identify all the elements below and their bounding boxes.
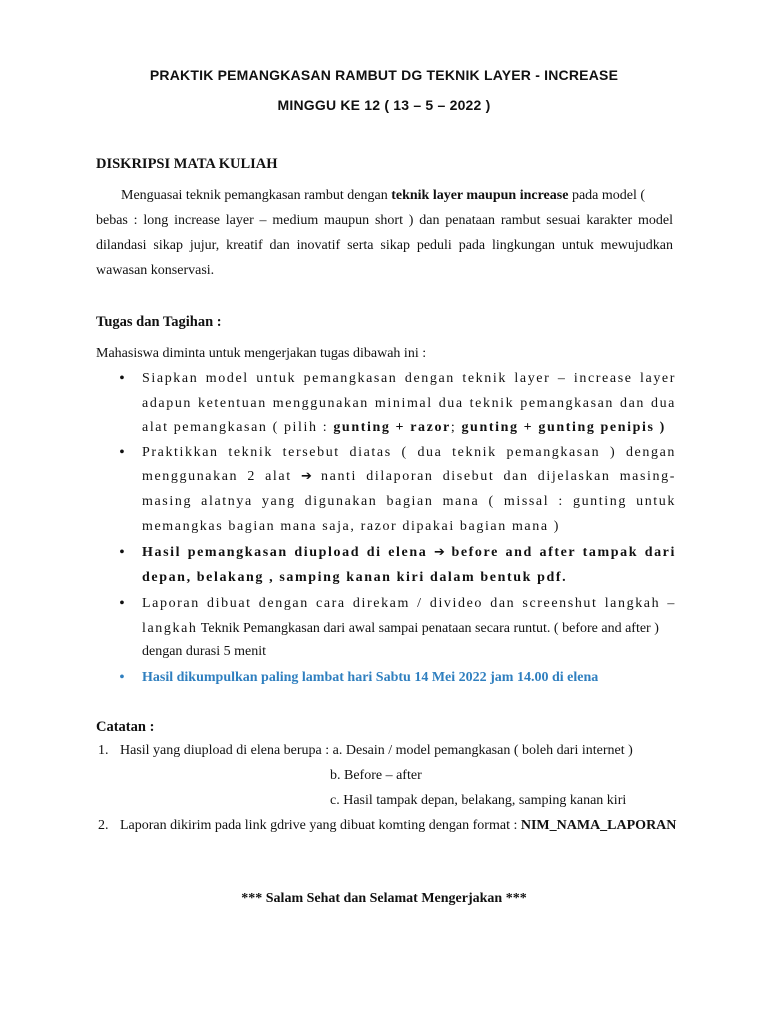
task-2-line-1: Praktikkan teknik tersebut diatas ( dua teknik pemangkasan ) dengan [142, 445, 676, 460]
bullet-icon: • [119, 545, 125, 560]
task-2-line-4: memangkas bagian mana saja, razor dipakai bagian mana ) [142, 519, 561, 534]
bullet-icon: • [119, 670, 125, 685]
arrow-right-icon: ➔ [300, 469, 312, 484]
description-text-end: pada model ( [568, 188, 646, 203]
note-2-description: Laporan dikirim pada link gdrive yang dibuat komting dengan format : [120, 818, 521, 833]
description-text: Menguasai teknik pemangkasan rambut dengan [121, 188, 392, 203]
task-3-line-2: depan, belakang , samping kanan kiri dalam bentuk pdf. [142, 570, 568, 585]
note-1-number: 1. [98, 743, 109, 758]
deadline-notice: Hasil dikumpulkan paling lambat hari Sabtu 14 Mei 2022 jam 14.00 di elena [142, 670, 599, 685]
task-2-text-end: nanti dilaporan disebut dan dijelaskan masing- [311, 469, 676, 484]
task-1-line-2: adapun ketentuan menggunakan minimal dua teknik pemangkasan dan dua [142, 396, 676, 411]
description-emphasis: teknik layer maupun increase [391, 188, 569, 203]
task-4-text-spaced: langkah [142, 621, 198, 636]
note-2-format: NIM_NAMA_LAPORAN [520, 818, 677, 833]
task-4-line-2 [142, 621, 659, 637]
bullet-icon: • [119, 445, 125, 460]
bullet-icon: • [119, 371, 125, 386]
note-1-line-2: b. Before – after [330, 768, 422, 783]
note-2-text [120, 818, 676, 834]
task-4-text: Teknik Pemangkasan dari awal sampai penataan secara runtut. ( before and after ) [197, 621, 659, 636]
task-1-separator: ; [450, 420, 462, 435]
task-3-line-1 [142, 545, 676, 561]
task-1-line-1: Siapkan model untuk pemangkasan dengan teknik layer – increase layer [142, 371, 676, 386]
task-1-text: alat pemangkasan ( pilih : [142, 420, 334, 435]
description-heading: DISKRIPSI MATA KULIAH [96, 156, 278, 172]
description-line-4: wawasan konservasi. [96, 263, 215, 278]
bullet-icon: • [119, 596, 125, 611]
task-2-text: menggunakan 2 alat [142, 469, 301, 484]
closing-greeting: *** Salam Sehat dan Selamat Mengerjakan *** [241, 891, 527, 906]
task-4-line-1: Laporan dibuat dengan cara direkam / divideo dan screenshut langkah – [142, 596, 676, 611]
task-3-text: Hasil pemangkasan diupload di elena [142, 545, 434, 560]
task-1-option-1: gunting + razor [333, 420, 451, 435]
task-1-option-2: gunting + gunting penipis ) [461, 420, 666, 435]
note-1-line-3: c. Hasil tampak depan, belakang, samping kanan kiri [330, 793, 627, 808]
description-line-3: dilandasi sikap jujur, kreatif dan inovatif serta sikap peduli pada lingkungan untuk mewujudkan [96, 238, 673, 253]
task-1-line-3 [142, 420, 666, 436]
note-2-number: 2. [98, 818, 109, 833]
task-2-line-2 [142, 469, 676, 485]
task-2-line-3: masing alatnya yang digunakan bagian mana ( missal : gunting untuk [142, 494, 676, 509]
note-1-line-1: Hasil yang diupload di elena berupa : a. Desain / model pemangkasan ( boleh dari internet ) [120, 743, 633, 758]
document-title: PRAKTIK PEMANGKASAN RAMBUT DG TEKNIK LAYER - INCREASE [149, 67, 619, 83]
arrow-right-icon: ➔ [433, 545, 445, 560]
tasks-heading: Tugas dan Tagihan : [96, 314, 222, 330]
tasks-intro: Mahasiswa diminta untuk mengerjakan tugas dibawah ini : [96, 346, 427, 361]
document-subtitle-week: MINGGU KE 12 ( 13 – 5 – 2022 ) [277, 97, 491, 113]
task-4-line-3: dengan durasi 5 menit [142, 644, 267, 659]
task-3-text-end: before and after tampak dari [444, 545, 676, 560]
notes-heading: Catatan : [96, 719, 155, 735]
description-line-1 [96, 188, 673, 204]
description-line-2: bebas : long increase layer – medium maupun short ) dan penataan rambut sesuai karakter model [96, 213, 673, 228]
